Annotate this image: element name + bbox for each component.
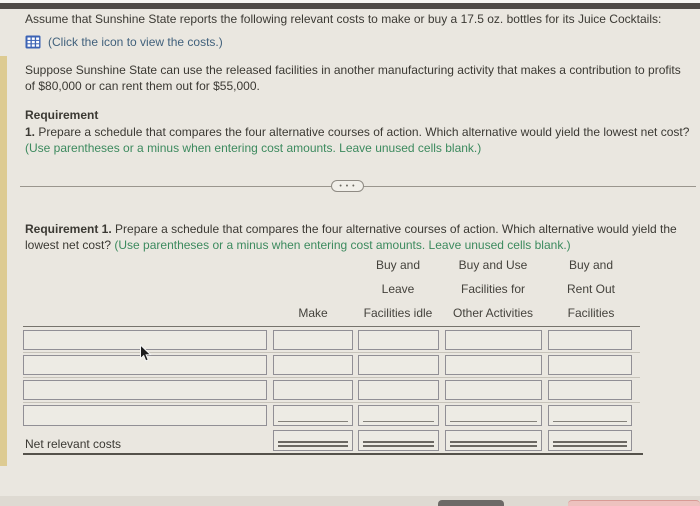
window-top-bar — [0, 3, 700, 9]
row-label-input[interactable] — [23, 405, 267, 426]
bottom-button-pink[interactable] — [568, 500, 700, 506]
column-header-make: Make — [298, 306, 328, 320]
total-amount-input[interactable] — [358, 430, 439, 451]
header-line: Buy and — [568, 258, 614, 272]
requirement-1-text — [25, 124, 697, 156]
answer-prompt-bold: Requirement 1. — [25, 222, 112, 236]
amount-input[interactable] — [445, 330, 542, 350]
header-line: Buy and — [375, 258, 421, 272]
problem-statement: Assume that Sunshine State reports the following relevant costs to make or buy a 17.5 oz. bottles for its Juice Cocktails: — [25, 12, 662, 26]
total-amount-input[interactable] — [548, 430, 632, 451]
amount-input[interactable] — [358, 355, 439, 375]
answer-prompt-note: (Use parentheses or a minus when entering cost amounts. Leave unused cells blank.) — [114, 238, 571, 252]
amount-input[interactable] — [273, 330, 353, 350]
costs-link-row — [25, 34, 223, 50]
amount-input[interactable] — [548, 330, 632, 350]
column-header-buy-use-other — [437, 258, 549, 330]
amount-input[interactable] — [548, 380, 632, 400]
divider-dots: • • • — [339, 182, 356, 190]
facilities-paragraph: Suppose Sunshine State can use the released facilities in another manufacturing activity that makes a contribution to profits of $80,000 or can rent them out for $55,000. — [25, 63, 681, 93]
table-grid-icon[interactable] — [25, 35, 41, 49]
net-relevant-costs-label: Net relevant costs — [25, 437, 122, 451]
requirement-body: Prepare a schedule that compares the four alternative courses of action. Which alternative would yield the lowest net cost? — [38, 125, 690, 139]
amount-input[interactable] — [358, 330, 439, 350]
header-line: Facilities idle — [363, 306, 433, 320]
amount-input-subtotal[interactable] — [358, 405, 439, 426]
amount-input[interactable] — [548, 355, 632, 375]
amount-input[interactable] — [273, 380, 353, 400]
header-line: Other Activities — [452, 306, 534, 320]
left-edge-strip — [0, 56, 7, 466]
amount-input[interactable] — [358, 380, 439, 400]
total-amount-input[interactable] — [273, 430, 353, 451]
row-separator — [23, 402, 640, 403]
header-line: Leave — [381, 282, 415, 296]
row-separator — [23, 377, 640, 378]
header-line: Facilities — [567, 306, 615, 320]
header-line: Buy and Use — [458, 258, 528, 272]
view-costs-link[interactable]: (Click the icon to view the costs.) — [48, 35, 223, 49]
answer-prompt-body: Prepare a schedule that compares the four alternative courses of action. Which alternative would yield the lowest net cost? — [25, 222, 677, 252]
amount-input[interactable] — [445, 380, 542, 400]
requirement-number: 1. — [25, 125, 36, 139]
amount-input-subtotal[interactable] — [445, 405, 542, 426]
column-header-buy-leave-idle — [352, 258, 444, 330]
table-top-rule — [23, 326, 640, 327]
amount-input-subtotal[interactable] — [548, 405, 632, 426]
row-separator — [23, 352, 640, 353]
total-amount-input[interactable] — [445, 430, 542, 451]
bottom-button-dark[interactable] — [438, 500, 504, 506]
divider-toggle-button[interactable] — [331, 180, 364, 192]
answer-prompt — [25, 221, 697, 253]
amount-input[interactable] — [445, 355, 542, 375]
requirement-note: (Use parentheses or a minus when entering cost amounts. Leave unused cells blank.) — [25, 141, 482, 155]
amount-input[interactable] — [273, 355, 353, 375]
amount-input-subtotal[interactable] — [273, 405, 353, 426]
table-bottom-rule — [23, 453, 643, 455]
row-label-input[interactable] — [23, 380, 267, 400]
requirement-heading: Requirement — [25, 108, 99, 122]
header-line: Facilities for — [460, 282, 525, 296]
mouse-cursor — [139, 344, 152, 363]
column-header-buy-rent-out — [545, 258, 637, 330]
header-line: Rent Out — [566, 282, 616, 296]
